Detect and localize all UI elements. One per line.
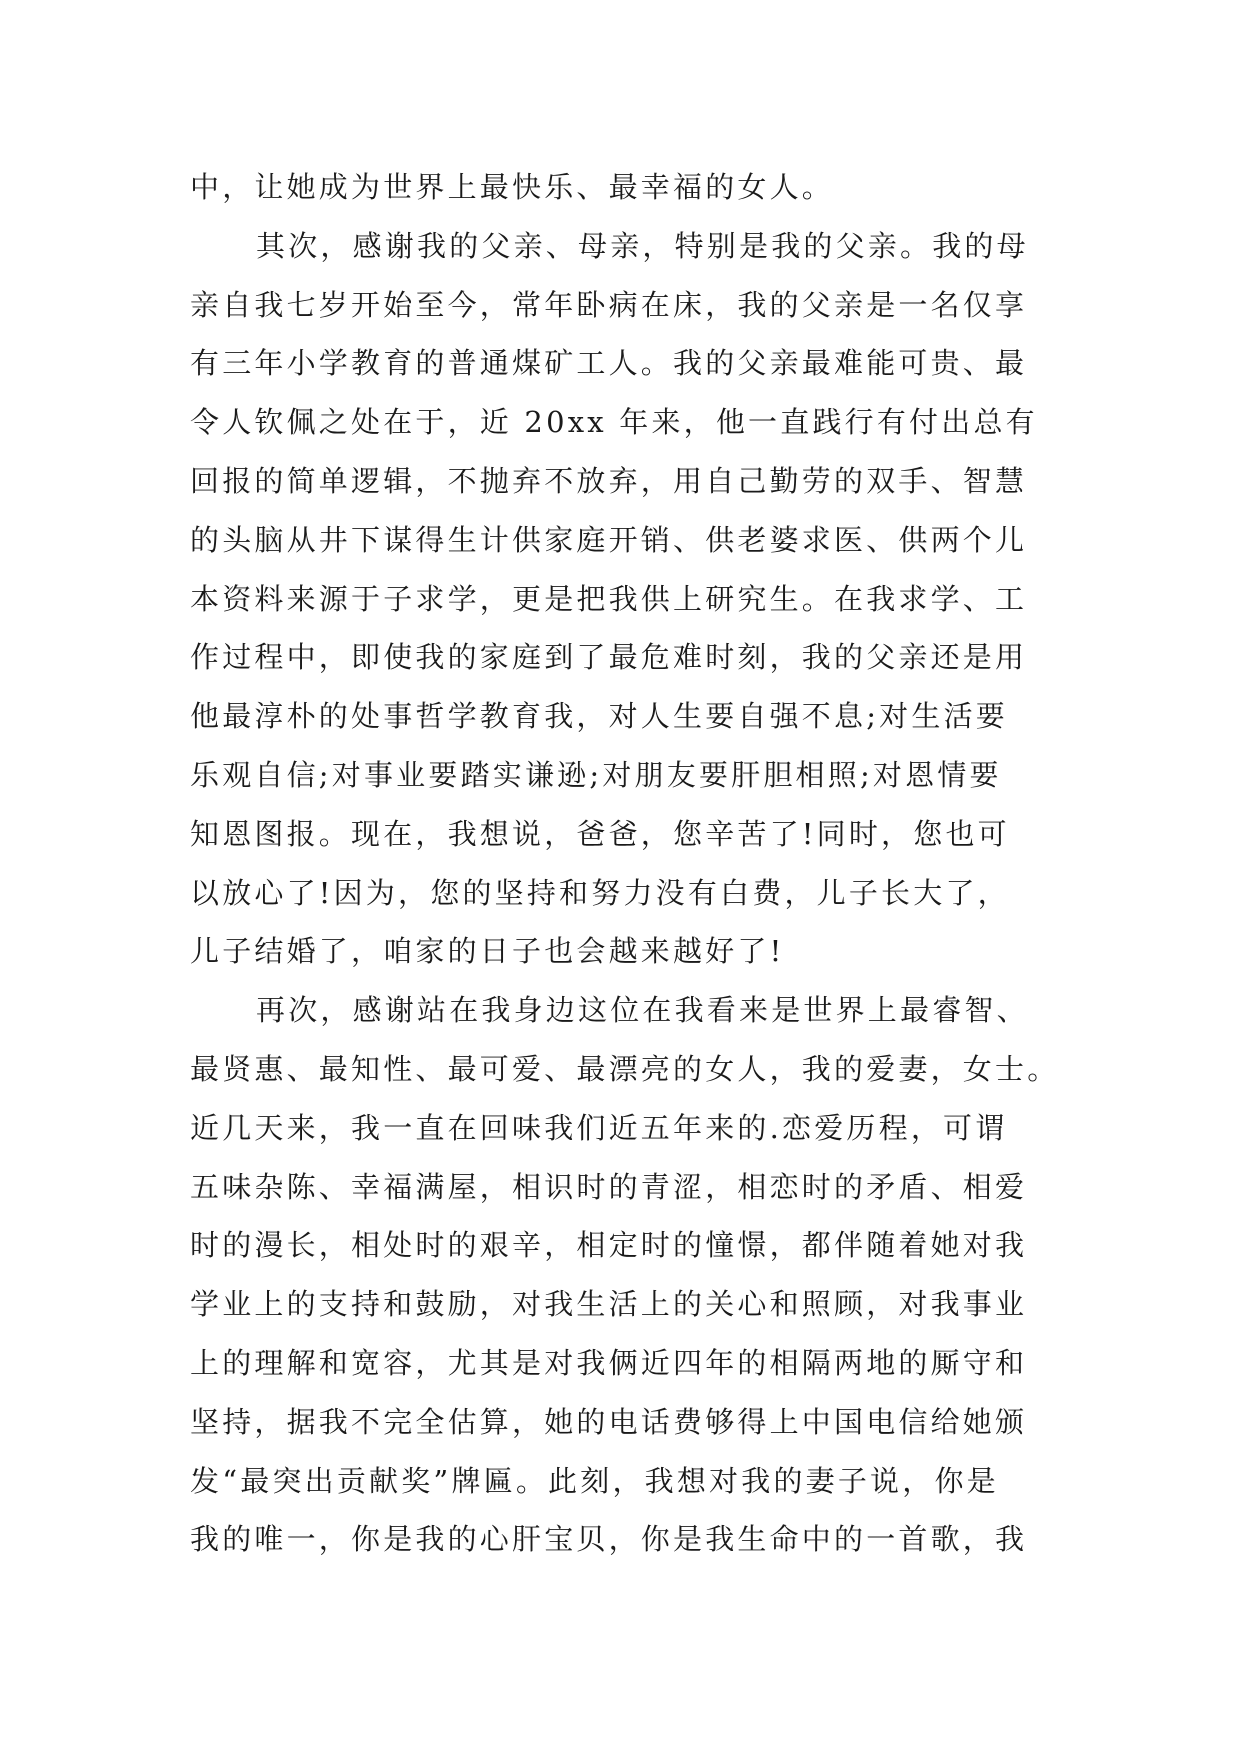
text-line: 我的唯一，你是我的心肝宝贝，你是我生命中的一首歌，我 <box>190 1522 1028 1557</box>
text-line: 他最淳朴的处事哲学教育我，对人生要自强不息;对生活要 <box>190 699 1008 734</box>
text-line: 令人钦佩之处在于，近 20xx 年来，他一直践行有付出总有 <box>190 405 1038 440</box>
text-line: 再次，感谢站在我身边这位在我看来是世界上最睿智、 <box>256 993 1029 1028</box>
text-line: 亲自我七岁开始至今，常年卧病在床，我的父亲是一名仅享 <box>190 287 1028 322</box>
text-line: 五味杂陈、幸福满屋，相识时的青涩，相恋时的矛盾、相爱 <box>190 1169 1028 1204</box>
body-text <box>190 158 1080 1569</box>
text-line: 乐观自信;对事业要踏实谦逊;对朋友要肝胆相照;对恩情要 <box>190 757 1002 792</box>
text-line: 近几天来，我一直在回味我们近五年来的.恋爱历程，可谓 <box>190 1110 1008 1145</box>
text-line: 回报的简单逻辑，不抛弃不放弃，用自己勤劳的双手、智慧 <box>190 463 1028 498</box>
text-line: 时的漫长，相处时的艰辛，相定时的憧憬，都伴随着她对我 <box>190 1228 1028 1263</box>
text-line: 坚持，据我不完全估算，她的电话费够得上中国电信给她颁 <box>190 1404 1028 1439</box>
text-line: 最贤惠、最知性、最可爱、最漂亮的女人，我的爱妻，女士。 <box>190 1051 1060 1086</box>
text-line: 其次，感谢我的父亲、母亲，特别是我的父亲。我的母 <box>256 228 1029 263</box>
text-line: 中，让她成为世界上最快乐、最幸福的女人。 <box>190 170 835 204</box>
text-line: 儿子结婚了，咱家的日子也会越来越好了! <box>190 934 785 969</box>
text-line: 知恩图报。现在，我想说，爸爸，您辛苦了!同时，您也可 <box>190 816 1010 851</box>
text-line: 的头脑从井下谋得生计供家庭开销、供老婆求医、供两个儿 <box>190 522 1028 557</box>
text-line: 发“最突出贡献奖”牌匾。此刻，我想对我的妻子说，你是 <box>190 1463 999 1498</box>
text-line: 上的理解和宽容，尤其是对我俩近四年的相隔两地的厮守和 <box>190 1345 1028 1380</box>
text-line: 有三年小学教育的普通煤矿工人。我的父亲最难能可贵、最 <box>190 346 1028 381</box>
text-line: 学业上的支持和鼓励，对我生活上的关心和照顾，对我事业 <box>190 1287 1028 1322</box>
text-line: 本资料来源于子求学，更是把我供上研究生。在我求学、工 <box>190 581 1028 616</box>
text-line: 作过程中，即使我的家庭到了最危难时刻，我的父亲还是用 <box>190 640 1028 675</box>
text-line: 以放心了!因为，您的坚持和努力没有白费，儿子长大了， <box>190 875 1010 910</box>
